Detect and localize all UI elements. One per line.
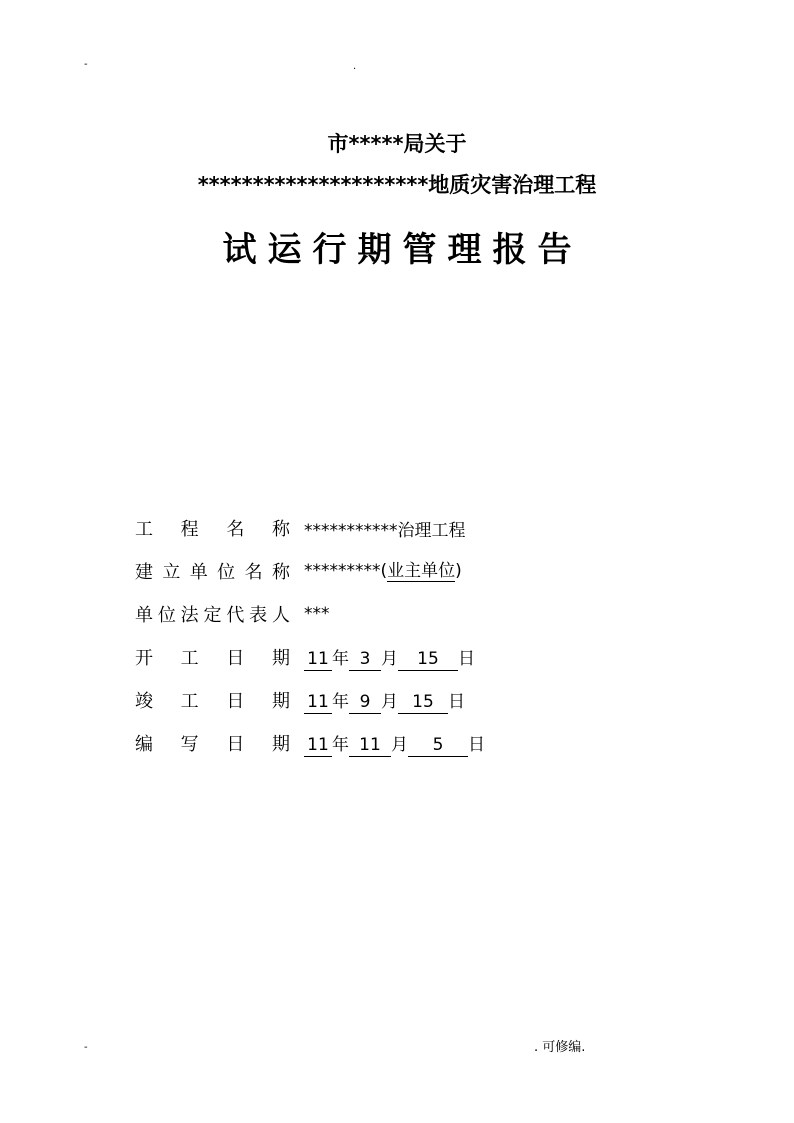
label-char: 日 <box>226 734 245 755</box>
owner-unit-text: 业主单位 <box>387 560 456 581</box>
year-unit: 年 <box>332 648 349 669</box>
compile-day: 5 <box>408 734 468 757</box>
compile-month: 11 <box>349 734 391 757</box>
day-unit: 日 <box>448 691 465 712</box>
start-date-value <box>304 644 475 671</box>
legal-rep-label <box>135 601 290 627</box>
construction-unit-value <box>304 561 462 582</box>
completion-year: 11 <box>304 691 332 714</box>
legal-rep-row <box>135 600 330 628</box>
month-unit: 月 <box>381 691 398 712</box>
completion-day: 15 <box>398 691 448 714</box>
label-char: 称 <box>271 519 290 540</box>
label-char: 期 <box>271 734 290 755</box>
compile-date-label <box>135 730 290 756</box>
label-char: 表 <box>249 605 268 626</box>
label-char: 单 <box>135 605 153 626</box>
completion-date-value <box>304 687 465 714</box>
title-line-1: 市*****局关于 <box>327 132 467 156</box>
label-char: 期 <box>271 691 290 712</box>
label-char: 日 <box>226 691 245 712</box>
start-day: 15 <box>398 648 458 671</box>
compile-date-row <box>135 729 485 757</box>
label-char: 人 <box>271 605 290 626</box>
label-char: 开 <box>135 648 153 669</box>
construction-unit-row <box>135 557 462 585</box>
completion-month: 9 <box>349 691 381 714</box>
label-char: 称 <box>271 562 290 583</box>
label-char: 法 <box>180 605 199 626</box>
year-unit: 年 <box>332 691 349 712</box>
footer-mark-left: - <box>84 1042 88 1053</box>
label-char: 代 <box>226 605 245 626</box>
label-char: 程 <box>180 519 199 540</box>
compile-year: 11 <box>304 734 332 757</box>
title-line-2: *********************地质灾害治理工程 <box>197 173 597 197</box>
paren-close: ) <box>455 560 462 581</box>
completion-date-label <box>135 687 290 713</box>
legal-rep-value: *** <box>304 604 330 624</box>
label-char: 单 <box>189 562 208 583</box>
start-month: 3 <box>349 648 381 671</box>
day-unit: 日 <box>458 648 475 669</box>
label-char: 位 <box>157 605 176 626</box>
month-unit: 月 <box>381 648 398 669</box>
report-title: 试运行期管理报告 <box>222 230 583 270</box>
label-char: 写 <box>180 734 199 755</box>
label-char: 名 <box>226 519 245 540</box>
day-unit: 日 <box>468 734 485 755</box>
paren-open: ( <box>380 560 388 581</box>
completion-date-row <box>135 686 465 714</box>
label-char: 工 <box>135 519 153 540</box>
compile-date-value <box>304 730 485 757</box>
start-date-row <box>135 643 475 671</box>
label-char: 位 <box>217 562 236 583</box>
construction-unit-label <box>135 558 290 584</box>
label-char: 定 <box>203 605 222 626</box>
label-char: 建 <box>135 562 153 583</box>
start-date-label <box>135 644 290 670</box>
header-mark-left: - <box>84 59 88 70</box>
start-year: 11 <box>304 648 332 671</box>
label-char: 工 <box>180 691 199 712</box>
footer-text: . 可修编. <box>534 1040 586 1055</box>
label-char: 竣 <box>135 691 153 712</box>
month-unit: 月 <box>391 734 408 755</box>
project-name-label <box>135 515 290 541</box>
label-char: 立 <box>162 562 181 583</box>
label-char: 期 <box>271 648 290 669</box>
unit-stars: ********* <box>304 560 381 581</box>
project-name-row <box>135 514 466 542</box>
label-char: 编 <box>135 734 153 755</box>
year-unit: 年 <box>332 734 349 755</box>
label-char: 工 <box>180 648 199 669</box>
header-mark-center: . <box>353 61 357 72</box>
project-name-value: ***********治理工程 <box>304 520 466 541</box>
label-char: 名 <box>244 562 263 583</box>
label-char: 日 <box>226 648 245 669</box>
